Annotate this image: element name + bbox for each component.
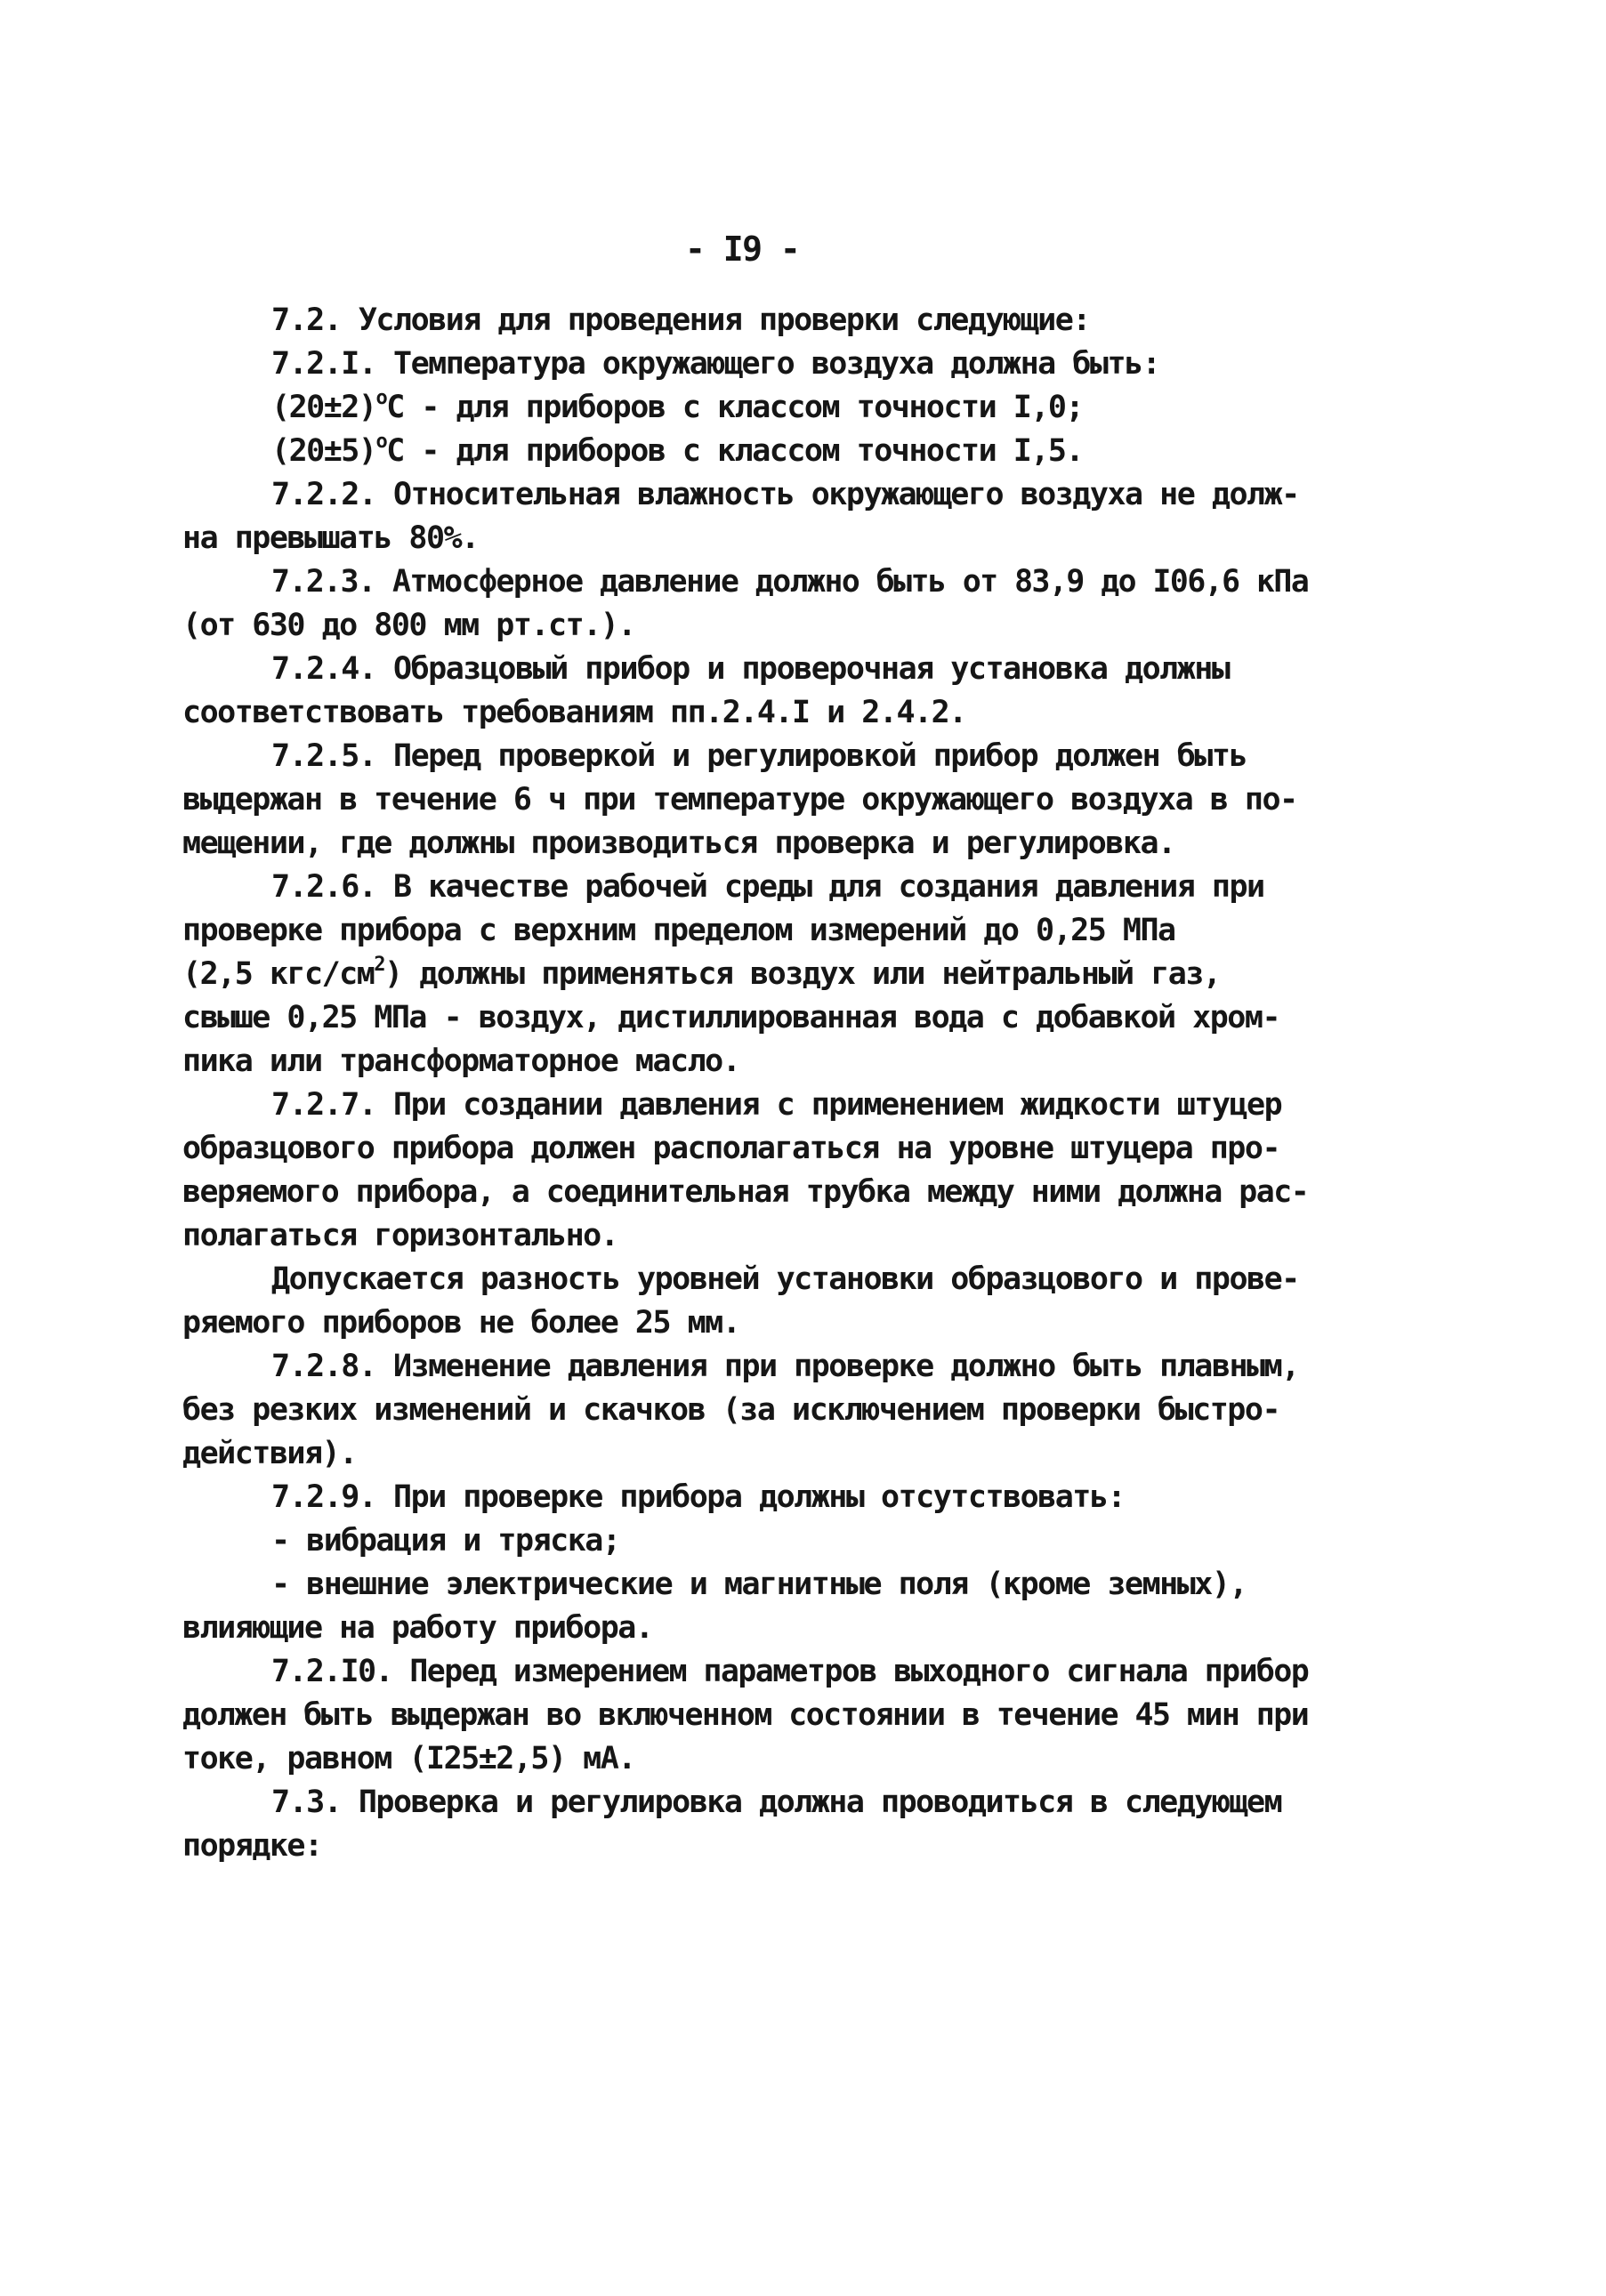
paragraph-7-2-4-line: соответствовать требованиям пп.2.4.I и 2.4.2.: [182, 695, 966, 730]
paragraph-7-2-10-line: токе, равном (I25±2,5) мА.: [182, 1741, 635, 1776]
paragraph-7-2-3-line: 7.2.3. Атмосферное давление должно быть от 83,9 до I06,6 кПа: [271, 564, 1309, 600]
paragraph-7-2-4-line: 7.2.4. Образцовый прибор и проверочная установка должны: [271, 651, 1230, 687]
paragraph-7-2-10-line: 7.2.I0. Перед измерением параметров выходного сигнала прибор: [271, 1654, 1309, 1689]
temperature-line-2-text: С - для приборов с классом точности I,5.: [386, 433, 1084, 469]
paragraph-7-2-8-line: без резких изменений и скачков (за исключением проверки быстро-: [182, 1392, 1280, 1428]
paragraph-7-2-7-line: полагаться горизонтально.: [182, 1218, 618, 1253]
superscript-2: 2: [374, 954, 385, 976]
temperature-line-2-value: (20±5): [271, 433, 376, 469]
temperature-line-1-text: С - для приборов с классом точности I,0;: [386, 390, 1084, 425]
paragraph-7-2-2-line: на превышать 80%.: [182, 520, 479, 556]
degree-symbol: о: [375, 387, 387, 409]
paragraph-7-2-9-line: 7.2.9. При проверке прибора должны отсутствовать:: [271, 1479, 1126, 1515]
paragraph-7-2-7-note-line: ряемого приборов не более 25 мм.: [182, 1305, 740, 1341]
section-7-3-line: порядке:: [182, 1828, 322, 1864]
paragraph-7-2-10-line: должен быть выдержан во включенном состоянии в течение 45 мин при: [182, 1697, 1309, 1733]
paragraph-7-2-7-note-line: Допускается разность уровней установки образцового и прове-: [271, 1261, 1299, 1297]
paragraph-7-2-3-line: (от 630 до 800 мм рт.ст.).: [182, 608, 635, 643]
paragraph-7-2-6-line: пика или трансформаторное масло.: [182, 1043, 740, 1079]
degree-symbol: о: [375, 431, 387, 453]
paragraph-7-2-5-line: мещении, где должны производиться проверка и регулировка.: [182, 826, 1175, 861]
paragraph-7-2-6-line: [182, 952, 1221, 996]
paragraph-7-2-6-line: 7.2.6. В качестве рабочей среды для создания давления при: [271, 869, 1264, 905]
paragraph-7-2-2-line: 7.2.2. Относительная влажность окружающего воздуха не долж-: [271, 477, 1299, 512]
paragraph-7-2-5-line: 7.2.5. Перед проверкой и регулировкой прибор должен быть: [271, 738, 1247, 774]
paragraph-7-2-6-line: проверке прибора с верхним пределом измерений до 0,25 МПа: [182, 913, 1175, 948]
paragraph-7-2-1-intro: 7.2.I. Температура окружающего воздуха должна быть:: [271, 346, 1160, 382]
list-item: - внешние электрические и магнитные поля (кроме земных),: [271, 1567, 1247, 1602]
unit-suffix: ) должны применяться воздух или нейтральный газ,: [384, 956, 1221, 992]
paragraph-7-2-7-line: веряемого прибора, а соединительная трубка между ними должна рас-: [182, 1174, 1309, 1210]
paragraph-7-2-8-line: 7.2.8. Изменение давления при проверке должно быть плавным,: [271, 1349, 1299, 1384]
temperature-line-1: [271, 385, 1083, 430]
unit-prefix: (2,5 кгс/см: [182, 956, 375, 992]
section-7-2-title: 7.2. Условия для проведения проверки следующие:: [271, 302, 1090, 338]
list-item: - вибрация и тряска;: [271, 1523, 620, 1559]
temperature-line-2: [271, 429, 1083, 473]
list-item-continuation: влияющие на работу прибора.: [182, 1610, 653, 1646]
section-7-3-line: 7.3. Проверка и регулировка должна проводиться в следующем: [271, 1784, 1282, 1820]
temperature-line-1-value: (20±2): [271, 390, 376, 425]
paragraph-7-2-5-line: выдержан в течение 6 ч при температуре окружающего воздуха в по-: [182, 782, 1297, 818]
paragraph-7-2-7-line: 7.2.7. При создании давления с применением жидкости штуцер: [271, 1087, 1282, 1123]
paragraph-7-2-6-line: свыше 0,25 МПа - воздух, дистиллированная вода с добавкой хром-: [182, 1000, 1280, 1035]
paragraph-7-2-8-line: действия).: [182, 1436, 357, 1471]
page-number: - I9 -: [685, 230, 800, 269]
paragraph-7-2-7-line: образцового прибора должен располагаться на уровне штуцера про-: [182, 1131, 1280, 1166]
